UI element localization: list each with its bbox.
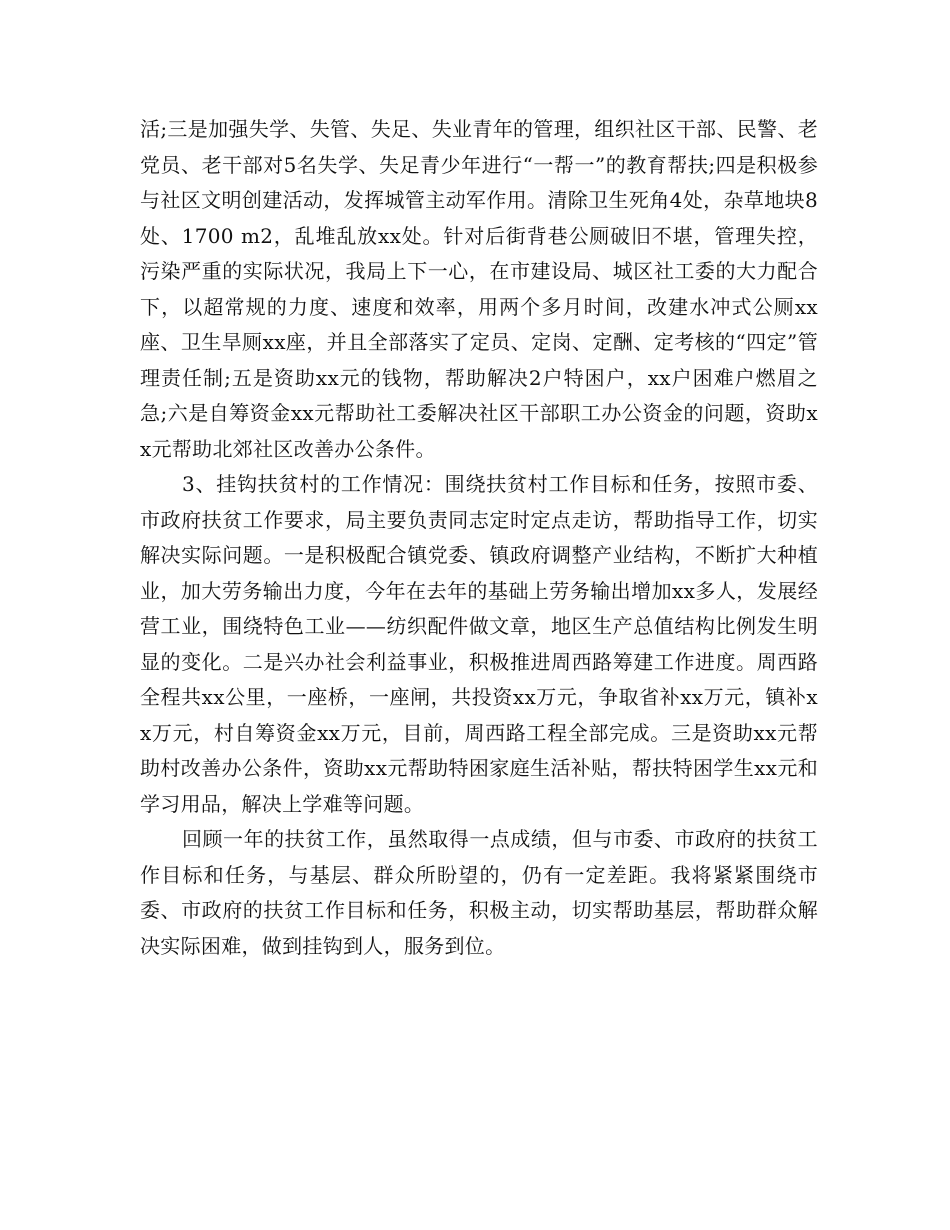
paragraph-poverty-village-work: 3、挂钩扶贫村的工作情况：围绕扶贫村工作目标和任务，按照市委、市政府扶贫工作要求，局主要负责同志定时定点走访，帮助指导工作，切实解决实际问题。一是积极配合镇党委、镇政府调整产业结构，不断扩大种植业，加大劳务输出力度，今年在去年的基础上劳务输出增加xx多人，发展经营工业，围绕特色工业——纺织配件做文章，地区生产总值结构比例发生明显的变化。二是兴办社会利益事业，积极推进周西路筹建工作进度。周西路全程共xx公里，一座桥，一座闸，共投资xx万元，争取省补xx万元，镇补xx万元，村自筹资金xx万元，目前，周西路工程全部完成。三是资助xx元帮助村改善办公条件，资助xx元帮助特困家庭生活补贴，帮扶特困学生xx元和学习用品，解决上学难等问题。 xyxy=(140,472,818,816)
paragraph-year-review: 回顾一年的扶贫工作，虽然取得一点成绩，但与市委、市政府的扶贫工作目标和任务，与基层、群众所盼望的，仍有一定差距。我将紧紧围绕市委、市政府的扶贫工作目标和任务，积极主动，切实帮助基层，帮助群众解决实际困难，做到挂钩到人，服务到位。 xyxy=(140,827,818,958)
document-page xyxy=(140,112,818,964)
paragraph-continuation: 活;三是加强失学、失管、失足、失业青年的管理，组织社区干部、民警、老党员、老干部对5名失学、失足青少年进行“一帮一”的教育帮扶;四是积极参与社区文明创建活动，发挥城管主动军作用。清除卫生死角4处，杂草地块8处、1700 m2，乱堆乱放xx处。针对后街背巷公厕破旧不堪，管理失控，污染严重的实际状况，我局上下一心，在市建设局、城区社工委的大力配合下，以超常规的力度、速度和效率，用两个多月时间，改建水冲式公厕xx座、卫生旱厕xx座，并且全部落实了定员、定岗、定酬、定考核的“四定”管理责任制;五是资助xx元的钱物，帮助解决2户特困户，xx户困难户燃眉之急;六是自筹资金xx元帮助社工委解决社区干部职工办公资金的问题，资助xx元帮助北郊社区改善办公条件。 xyxy=(140,117,818,461)
